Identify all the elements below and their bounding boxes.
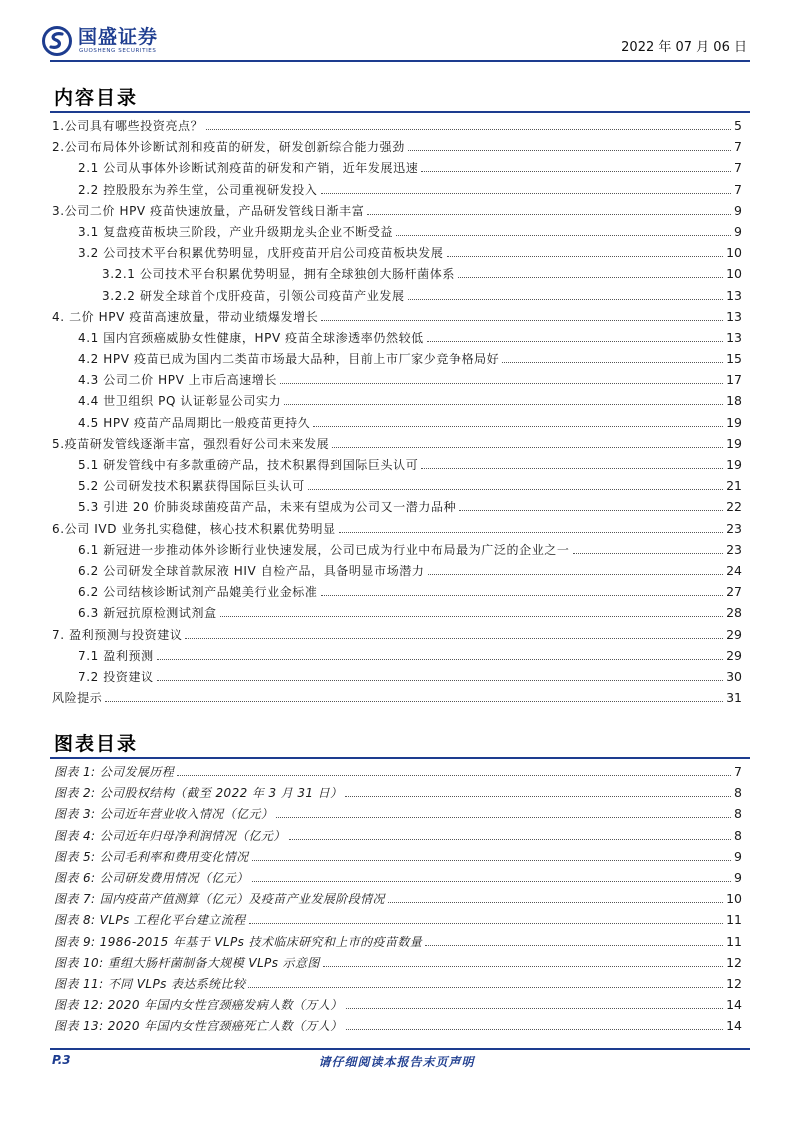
figure-item[interactable]: 图表 7: 国内疫苗产值测算（亿元）及疫苗产业发展阶段情况 10 xyxy=(54,891,742,907)
toc-item[interactable]: 1.公司具有哪些投资亮点？ 5 xyxy=(52,118,742,133)
toc-item[interactable]: 6.公司 IVD 业务扎实稳健，核心技术积累优势明显 23 xyxy=(52,520,742,536)
header-divider xyxy=(50,60,750,62)
disclaimer-note: 请仔细阅读本报告末页声明 xyxy=(318,1055,475,1069)
logo-mark-icon xyxy=(42,26,72,56)
brand-name: 国盛证券 xyxy=(78,26,159,48)
toc-item[interactable]: 6.2 公司研发全球首款尿液 HIV 自检产品，具备明显市场潜力 24 xyxy=(78,562,742,578)
toc-item[interactable]: 4.4 世卫组织 PQ 认证彰显公司实力 18 xyxy=(78,393,742,409)
toc-item[interactable]: 6.1 新冠进一步推动体外诊断行业快速发展，公司已成为行业中布局最为广泛的企业之一 23 xyxy=(78,541,742,557)
figure-item[interactable]: 图表 8: VLPs 工程化平台建立流程 11 xyxy=(54,912,742,928)
figure-item[interactable]: 图表 1: 公司发展历程 7 xyxy=(54,764,742,779)
footer-divider xyxy=(50,1048,750,1050)
toc-item[interactable]: 3.2.1 公司技术平台积累优势明显，拥有全球独创大肠杆菌体系 10 xyxy=(102,266,742,282)
toc-item[interactable]: 6.3 新冠抗原检测试剂盒 28 xyxy=(78,605,742,621)
figure-item[interactable]: 图表 6: 公司研发费用情况（亿元） 9 xyxy=(54,869,742,885)
toc-item[interactable]: 4.5 HPV 疫苗产品周期比一般疫苗更持久 19 xyxy=(78,414,742,430)
figure-item[interactable]: 图表 10: 重组大肠杆菌制备大规模 VLPs 示意图 12 xyxy=(54,954,742,970)
brand-subtitle: GUOSHENG SECURITIES xyxy=(79,48,157,54)
toc-item[interactable]: 4.2 HPV 疫苗已成为国内二类苗市场最大品种，目前上市厂家少竞争格局好 15 xyxy=(78,351,742,367)
toc-item[interactable]: 3.2 公司技术平台积累优势明显，戊肝疫苗开启公司疫苗板块发展 10 xyxy=(78,245,742,261)
brand-logo xyxy=(42,26,202,56)
figure-item[interactable]: 图表 5: 公司毛利率和费用变化情况 9 xyxy=(54,848,742,864)
toc-item[interactable]: 5.1 研发管线中有多款重磅产品，技术积累得到国际巨头认可 19 xyxy=(78,457,742,472)
toc-item[interactable]: 3.公司二价 HPV 疫苗快速放量，产品研发管线日渐丰富 9 xyxy=(52,202,742,218)
figure-item[interactable]: 图表 11: 不同 VLPs 表达系统比较 12 xyxy=(54,975,742,991)
figure-item[interactable]: 图表 2: 公司股权结构（截至 2022 年 3 月 31 日） 8 xyxy=(54,785,742,801)
toc-item[interactable]: 5.2 公司研发技术积累获得国际巨头认可 21 xyxy=(78,478,742,494)
report-date: 2022 年 07 月 06 日 xyxy=(621,40,747,55)
toc-item[interactable]: 7. 盈利预测与投资建议 29 xyxy=(52,626,742,642)
page-header xyxy=(0,0,793,64)
figure-item[interactable]: 图表 3: 公司近年营业收入情况（亿元） 8 xyxy=(54,806,742,822)
list-of-figures xyxy=(50,763,742,1038)
toc-title: 内容目录 xyxy=(54,87,139,109)
toc-item[interactable]: 2.公司布局体外诊断试剂和疫苗的研发，研发创新综合能力强劲 7 xyxy=(52,139,742,155)
toc-item[interactable]: 2.2 控股股东为养生堂，公司重视研发投入 7 xyxy=(78,181,742,197)
toc-item[interactable]: 2.1 公司从事体外诊断试剂疫苗的研发和产销，近年发展迅速 7 xyxy=(78,160,742,176)
toc-item[interactable]: 3.1 复盘疫苗板块三阶段，产业升级期龙头企业不断受益 9 xyxy=(78,223,742,239)
toc-title-divider xyxy=(50,111,750,113)
toc-item[interactable]: 4.3 公司二价 HPV 上市后高速增长 17 xyxy=(78,372,742,388)
figures-title-divider xyxy=(50,757,750,759)
toc-item[interactable]: 6.2 公司结核诊断试剂产品媲美行业金标准 27 xyxy=(78,584,742,600)
toc-item[interactable]: 5.疫苗研发管线逐渐丰富，强烈看好公司未来发展 19 xyxy=(52,435,742,451)
toc-item[interactable]: 4.1 国内宫颈癌威胁女性健康，HPV 疫苗全球渗透率仍然较低 13 xyxy=(78,329,742,345)
table-of-contents xyxy=(50,117,742,710)
toc-item[interactable]: 7.2 投资建议 30 xyxy=(78,668,742,684)
toc-item[interactable]: 7.1 盈利预测 29 xyxy=(78,647,742,663)
figure-item[interactable]: 图表 4: 公司近年归母净利润情况（亿元） 8 xyxy=(54,827,742,843)
toc-item[interactable]: 风险提示 31 xyxy=(52,690,742,706)
figure-item[interactable]: 图表 13: 2020 年国内女性宫颈癌死亡人数（万人） 14 xyxy=(54,1018,742,1034)
page-number: P.3 xyxy=(52,1053,71,1067)
toc-item[interactable]: 4. 二价 HPV 疫苗高速放量，带动业绩爆发增长 13 xyxy=(52,308,742,324)
figure-item[interactable]: 图表 9: 1986-2015 年基于 VLPs 技术临床研究和上市的疫苗数量 11 xyxy=(54,933,742,949)
figure-item[interactable]: 图表 12: 2020 年国内女性宫颈癌发病人数（万人） 14 xyxy=(54,997,742,1013)
figures-title: 图表目录 xyxy=(54,733,139,755)
toc-item[interactable]: 5.3 引进 20 价肺炎球菌疫苗产品，未来有望成为公司又一潜力品种 22 xyxy=(78,499,742,515)
toc-item[interactable]: 3.2.2 研发全球首个戊肝疫苗，引领公司疫苗产业发展 13 xyxy=(102,287,742,303)
